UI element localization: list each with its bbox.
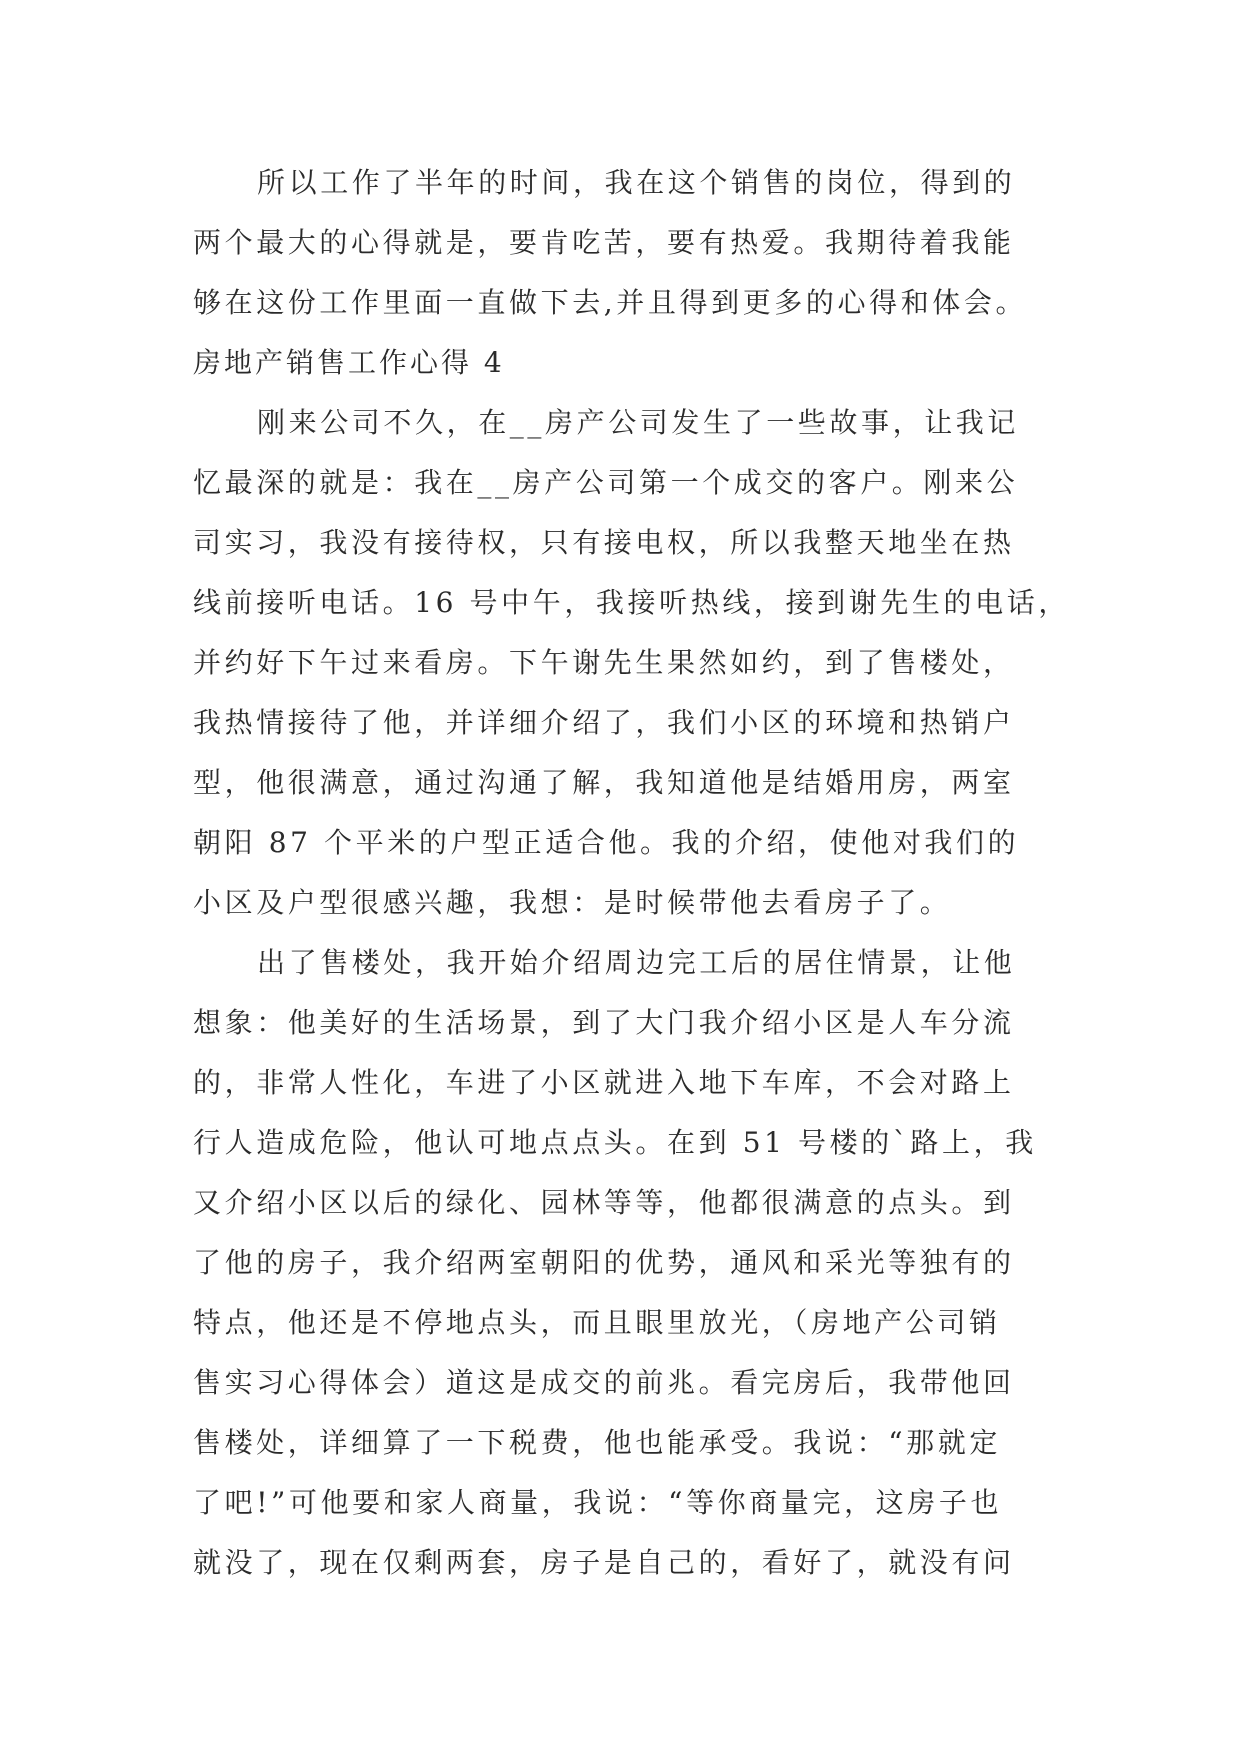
paragraph-line: 并约好下午过来看房。下午谢先生果然如约，到了售楼处， [193,646,1015,679]
section-heading: 房地产销售工作心得 4 [193,346,505,379]
paragraph-line: 刚来公司不久，在__房产公司发生了一些故事，让我记 [257,406,1020,439]
paragraph-line: 了他的房子，我介绍两室朝阳的优势，通风和采光等独有的 [193,1246,1015,1279]
paragraph-line: 小区及户型很感兴趣，我想：是时候带他去看房子了。 [193,886,952,919]
paragraph-line: 出了售楼处，我开始介绍周边完工后的居住情景，让他 [257,946,1016,979]
paragraph-line: 型，他很满意，通过沟通了解，我知道他是结婚用房，两室 [193,766,1015,799]
paragraph-line: 司实习，我没有接待权，只有接电权，所以我整天地坐在热 [193,526,1015,559]
paragraph-line: 两个最大的心得就是，要肯吃苦，要有热爱。我期待着我能 [193,226,1015,259]
paragraph-line: 我热情接待了他，并详细介绍了，我们小区的环境和热销户 [193,706,1015,739]
paragraph-line: 的，非常人性化，车进了小区就进入地下车库，不会对路上 [193,1066,1015,1099]
paragraph-line: 就没了，现在仅剩两套，房子是自己的，看好了，就没有问 [193,1546,1015,1579]
paragraph-line: 特点，他还是不停地点头，而且眼里放光，（房地产公司销 [193,1306,1001,1339]
paragraph-line: 了吧!”可他要和家人商量，我说：“等你商量完，这房子也 [193,1486,1003,1519]
paragraph-line: 行人造成危险，他认可地点点头。在到 51 号楼的`路上，我 [193,1126,1037,1159]
paragraph-line: 售楼处，详细算了一下税费，他也能承受。我说：“那就定 [193,1426,1001,1459]
paragraph-line: 朝阳 87 个平米的户型正适合他。我的介绍，使他对我们的 [193,826,1020,859]
paragraph-line: 想象：他美好的生活场景，到了大门我介绍小区是人车分流 [193,1006,1015,1039]
paragraph-line: 线前接听电话。16 号中午，我接听热线，接到谢先生的电话， [193,586,1070,619]
paragraph-line: 又介绍小区以后的绿化、园林等等，他都很满意的点头。到 [193,1186,1015,1219]
paragraph-line: 所以工作了半年的时间，我在这个销售的岗位，得到的 [257,166,1016,199]
paragraph-line: 售实习心得体会）道这是成交的前兆。看完房后，我带他回 [193,1366,1015,1399]
paragraph-line: 够在这份工作里面一直做下去,并且得到更多的心得和体会。 [193,286,1028,319]
paragraph-line: 忆最深的就是：我在__房产公司第一个成交的客户。刚来公 [193,466,1019,499]
